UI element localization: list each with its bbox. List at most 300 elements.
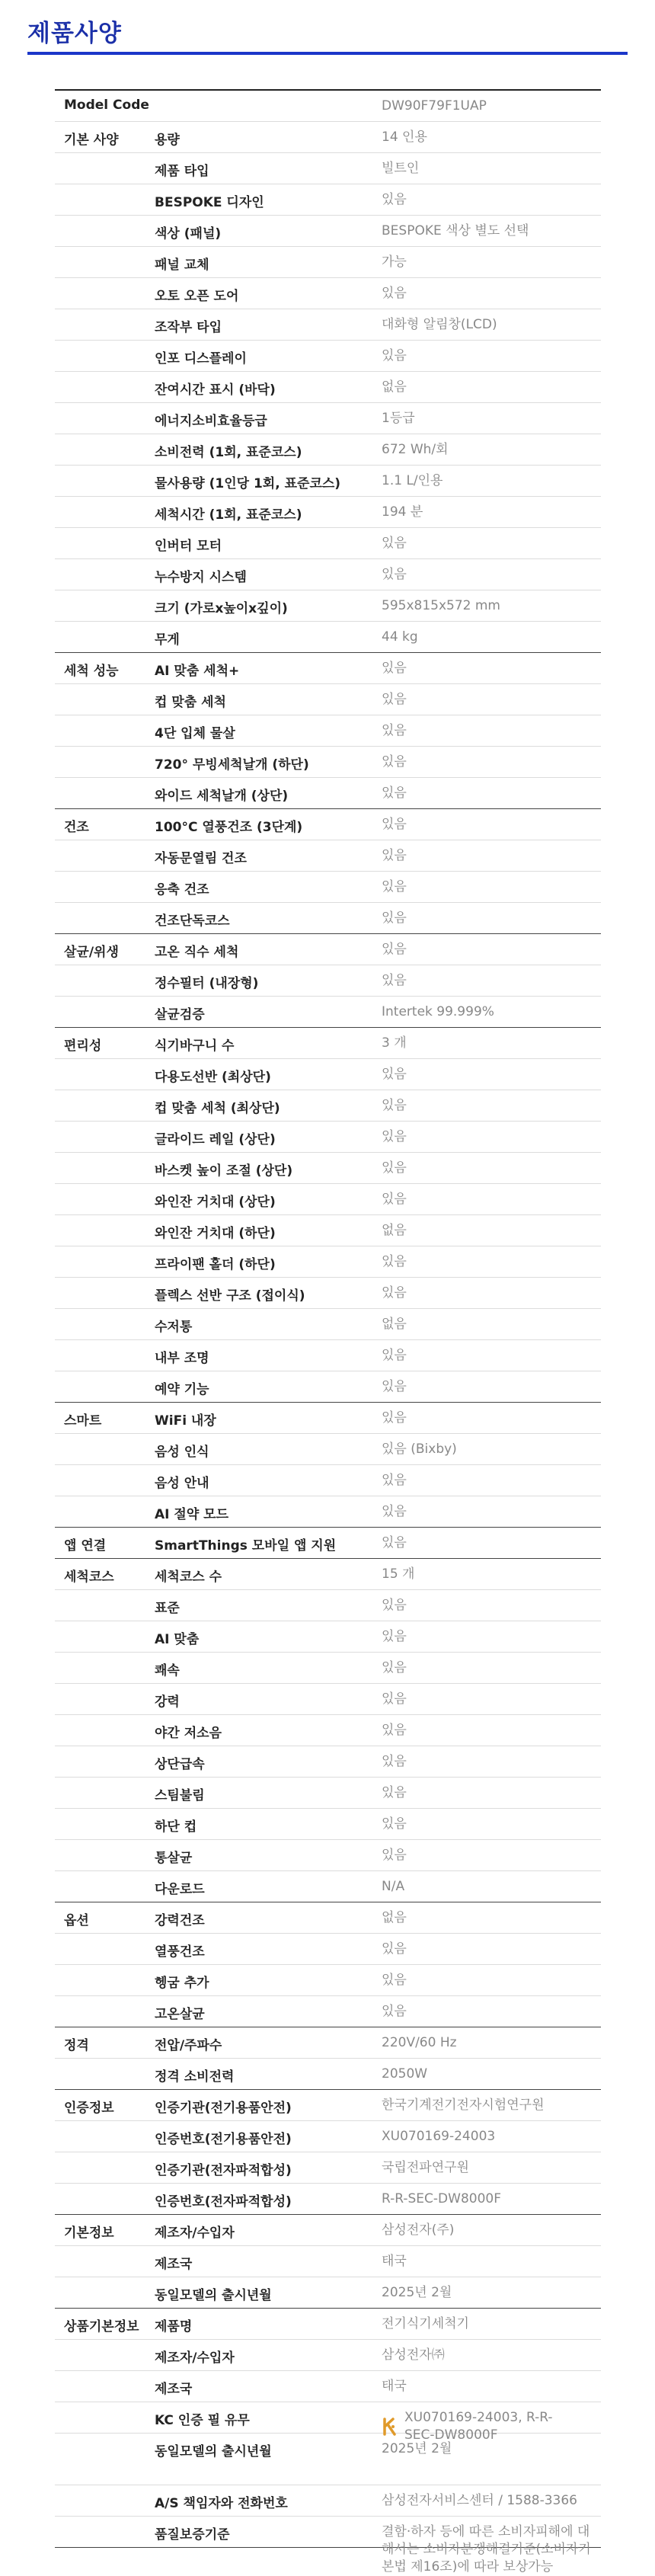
spec-category: [55, 747, 155, 777]
spec-category: [55, 2059, 155, 2089]
spec-value: 없음: [382, 1910, 407, 1925]
spec-row: [55, 434, 601, 466]
spec-row: [55, 559, 601, 590]
spec-category: 세척코스: [64, 1570, 114, 1585]
spec-label: 표준: [155, 1601, 180, 1616]
spec-value: 태국: [382, 2254, 407, 2269]
spec-category: [55, 1090, 155, 1121]
spec-row: [55, 1246, 601, 1278]
spec-category: 건조: [64, 820, 89, 835]
spec-category: [55, 965, 155, 996]
spec-label: SmartThings 모바일 앱 지원: [155, 1538, 337, 1554]
spec-row: [55, 2517, 601, 2574]
spec-category: [55, 341, 155, 371]
spec-row: [55, 1153, 601, 1184]
spec-row: [55, 715, 601, 747]
spec-value: 삼성전자서비스센터 / 1588-3366: [382, 2493, 577, 2508]
spec-row: [55, 1684, 601, 1715]
spec-row: [55, 2485, 601, 2517]
spec-value: 있음: [382, 1473, 407, 1488]
spec-label: 컵 맞춤 세척 (최상단): [155, 1101, 280, 1116]
spec-value: 있음: [382, 1848, 407, 1863]
spec-label: 4단 입체 물살: [155, 726, 235, 741]
spec-row: [55, 2215, 601, 2246]
spec-row: [55, 1653, 601, 1684]
spec-row: [55, 997, 601, 1028]
spec-category: 기본 사양: [64, 133, 119, 148]
spec-label: 헹굼 추가: [155, 1976, 209, 1991]
spec-row: [55, 2121, 601, 2152]
spec-value: 있음: [382, 192, 407, 207]
spec-label: 통살균: [155, 1851, 193, 1866]
spec-category: [55, 1465, 155, 1496]
spec-label: 제조국: [155, 2257, 193, 2272]
spec-value: 있음: [382, 1629, 407, 1644]
spec-label: 인증기관(전기용품안전): [155, 2101, 292, 2116]
spec-row: [55, 1934, 601, 1965]
spec-row: [55, 1528, 601, 1559]
spec-category: [55, 1496, 155, 1527]
spec-table: [55, 89, 601, 2574]
spec-value: 삼성전자㈜: [382, 2347, 445, 2363]
spec-label: 세척코스 수: [155, 1570, 222, 1585]
spec-value: N/A: [382, 1879, 405, 1894]
spec-label: 인증기관(전자파적합성): [155, 2163, 292, 2178]
spec-value: 있음: [382, 1785, 407, 1800]
spec-category: [55, 622, 155, 652]
spec-label: 와인잔 거치대 (하단): [155, 1226, 276, 1241]
spec-label: 제조국: [155, 2382, 193, 2397]
spec-category: [55, 1840, 155, 1870]
spec-category: [55, 1215, 155, 1246]
spec-value: 있음: [382, 1410, 407, 1426]
spec-value: 2025년 2월: [382, 2441, 452, 2456]
spec-category: [55, 715, 155, 746]
spec-category: [55, 372, 155, 402]
spec-category: 앱 연결: [64, 1538, 107, 1554]
spec-category: 편리성: [64, 1038, 102, 1054]
spec-category: 기본정보: [64, 2226, 114, 2241]
spec-value: 194 분: [382, 504, 423, 520]
spec-row: [55, 1496, 601, 1528]
spec-row: [55, 1621, 601, 1653]
spec-label: 무게: [155, 632, 180, 648]
spec-value: 있음: [382, 536, 407, 551]
spec-label: 에너지소비효율등급: [155, 414, 267, 429]
spec-category: [55, 2485, 155, 2516]
spec-row: [55, 1996, 601, 2027]
spec-category: [55, 872, 155, 902]
spec-row: [55, 1778, 601, 1809]
spec-row: [55, 2434, 601, 2485]
spec-label: AI 절약 모드: [155, 1507, 229, 1522]
spec-label: 잔여시간 표시 (바닥): [155, 382, 276, 398]
spec-value: [382, 2402, 601, 2443]
spec-label: BESPOKE 디자인: [155, 195, 264, 210]
spec-value: 2050W: [382, 2066, 428, 2082]
spec-category: [55, 1746, 155, 1777]
spec-row: [55, 965, 601, 997]
spec-label: 세척시간 (1회, 표준코스): [155, 507, 302, 523]
spec-label: 살균검증: [155, 1007, 205, 1022]
spec-row: [55, 1715, 601, 1746]
spec-label: 전압/주파수: [155, 2038, 222, 2053]
spec-category: [55, 1778, 155, 1808]
spec-category: [55, 684, 155, 715]
spec-row: [55, 2371, 601, 2402]
spec-value: 있음: [382, 879, 407, 894]
spec-category: [55, 497, 155, 527]
spec-label: 다용도선반 (최상단): [155, 1070, 271, 1085]
spec-row: [55, 2309, 601, 2340]
spec-label: 제품명: [155, 2319, 193, 2334]
spec-value: 15 개: [382, 1566, 415, 1582]
spec-row: [55, 1184, 601, 1215]
spec-label: 자동문열림 건조: [155, 851, 247, 866]
spec-value: 있음: [382, 817, 407, 832]
spec-category: [55, 2434, 155, 2485]
spec-row: [55, 747, 601, 778]
spec-label: 컵 맞춤 세척: [155, 695, 226, 710]
spec-label: 인포 디스플레이: [155, 351, 247, 366]
spec-value: 595x815x572 mm: [382, 598, 500, 613]
spec-row: [55, 2152, 601, 2184]
spec-value: 있음: [382, 910, 407, 926]
spec-label: 동일모델의 출시년월: [155, 2288, 272, 2303]
spec-category: [55, 1809, 155, 1839]
spec-label: 글라이드 레일 (상단): [155, 1132, 276, 1147]
spec-label: 다운로드: [155, 1882, 205, 1897]
spec-value: 있음: [382, 1160, 407, 1176]
spec-category: [55, 1871, 155, 1902]
spec-value: BESPOKE 색상 별도 선택: [382, 223, 529, 238]
spec-value: 한국기계전기전자시험연구원: [382, 2098, 545, 2113]
spec-category: [55, 216, 155, 246]
spec-value: 있음: [382, 848, 407, 863]
spec-category: [55, 1059, 155, 1090]
spec-row: [55, 497, 601, 528]
spec-value: 있음: [382, 1192, 407, 1207]
spec-category: [55, 466, 155, 496]
spec-category: [55, 559, 155, 590]
spec-label: 바스켓 높이 조절 (상단): [155, 1163, 293, 1179]
spec-value: 있음: [382, 1941, 407, 1957]
spec-category: [55, 1621, 155, 1652]
spec-value: 3 개: [382, 1035, 407, 1051]
spec-label: AI 맞춤: [155, 1632, 200, 1647]
spec-category: [55, 1278, 155, 1308]
spec-value: 있음: [382, 786, 407, 801]
spec-category: [55, 2152, 155, 2183]
spec-value: 대화형 알림창(LCD): [382, 317, 497, 332]
spec-category: [55, 1371, 155, 1402]
spec-label: 야간 저소음: [155, 1726, 222, 1741]
spec-category: [55, 1965, 155, 1995]
spec-category: [55, 778, 155, 808]
spec-label: 플렉스 선반 구조 (접이식): [155, 1288, 305, 1304]
spec-value: 있음: [382, 1098, 407, 1113]
spec-row: [55, 1871, 601, 1902]
spec-row: [55, 2402, 601, 2443]
spec-category: [55, 2402, 155, 2433]
spec-category: [55, 309, 155, 340]
spec-label: 100°C 열풍건조 (3단계): [155, 820, 303, 835]
spec-label: 제조자/수입자: [155, 2350, 235, 2366]
spec-category: [55, 2246, 155, 2277]
spec-row: [55, 1090, 601, 1122]
spec-label: 스팀불림: [155, 1788, 205, 1803]
spec-category: [55, 1934, 155, 1964]
spec-row: [55, 1840, 601, 1871]
spec-label: 음성 안내: [155, 1476, 209, 1491]
spec-category: [55, 2371, 155, 2402]
spec-label: 오토 오픈 도어: [155, 289, 239, 304]
spec-value: 있음: [382, 692, 407, 707]
spec-value: 220V/60 Hz: [382, 2035, 457, 2050]
spec-category: [55, 1309, 155, 1339]
spec-value: 있음: [382, 1067, 407, 1082]
spec-value: 있음: [382, 567, 407, 582]
spec-row: [55, 1590, 601, 1621]
spec-label: 강력: [155, 1694, 180, 1710]
spec-row: [55, 1059, 601, 1090]
spec-value: 있음: [382, 286, 407, 301]
spec-row: [55, 872, 601, 903]
spec-category: [55, 2517, 155, 2547]
spec-category: [55, 1715, 155, 1746]
spec-label: 수저통: [155, 1320, 193, 1335]
spec-category: 살균/위생: [64, 945, 119, 960]
spec-label: 식기바구니 수: [155, 1038, 235, 1054]
spec-row: [55, 778, 601, 809]
spec-category: [55, 1684, 155, 1714]
spec-row: [55, 1746, 601, 1778]
spec-value: R-R-SEC-DW8000F: [382, 2191, 501, 2206]
spec-row: [55, 1403, 601, 1434]
spec-value: 있음: [382, 1129, 407, 1144]
spec-row: [55, 2246, 601, 2277]
spec-category: [55, 590, 155, 621]
spec-label: KC 인증 필 유무: [155, 2413, 250, 2428]
spec-row: [55, 466, 601, 497]
spec-row: [55, 2184, 601, 2215]
spec-row: [55, 184, 601, 216]
spec-category: [55, 1246, 155, 1277]
spec-label: 인증번호(전자파적합성): [155, 2194, 292, 2210]
spec-label: 크기 (가로x높이x깊이): [155, 601, 288, 616]
spec-label: 건조단독코스: [155, 914, 230, 929]
spec-row: [55, 91, 601, 122]
spec-value: 있음: [382, 661, 407, 676]
spec-label: 물사용량 (1인당 1회, 표준코스): [155, 476, 341, 491]
spec-value: 빌트인: [382, 161, 420, 176]
spec-label: 제품 타입: [155, 164, 209, 179]
spec-category: 상품기본정보: [64, 2319, 139, 2334]
spec-category: [55, 184, 155, 215]
spec-value: 있음: [382, 1660, 407, 1675]
spec-category: [55, 1434, 155, 1464]
kc-cert-text: XU070169-24003, R-R-SEC-DW8000F: [404, 2410, 553, 2443]
spec-category: 스마트: [64, 1413, 102, 1429]
spec-label: 고온 직수 세척: [155, 945, 239, 960]
spec-category: [55, 2340, 155, 2370]
spec-value: 결함·하자 등에 따른 소비자피해에 대해서는 소비자분쟁해결기준(소비자기본법 제16조)에 따라 보상가능: [382, 2524, 591, 2574]
spec-row: [55, 1902, 601, 1934]
spec-category: 세척 성능: [64, 664, 119, 679]
spec-row: [55, 809, 601, 840]
spec-label: 누수방지 시스템: [155, 570, 247, 585]
spec-category: [55, 1996, 155, 2027]
spec-value: 있음: [382, 348, 407, 363]
spec-value: Intertek 99.999%: [382, 1004, 494, 1019]
spec-value: 2025년 2월: [382, 2285, 452, 2300]
spec-label: 720° 무빙세척날개 (하단): [155, 757, 309, 773]
spec-category: [55, 2121, 155, 2152]
spec-row: [55, 403, 601, 434]
spec-label: 제조자/수입자: [155, 2226, 235, 2241]
spec-label: 예약 기능: [155, 1382, 209, 1397]
spec-value: 국립전파연구원: [382, 2160, 469, 2175]
spec-row: [55, 1028, 601, 1059]
spec-category: [55, 1590, 155, 1621]
spec-category: [55, 1122, 155, 1152]
spec-row: [55, 2340, 601, 2371]
spec-row: [55, 2277, 601, 2309]
spec-row: [55, 278, 601, 309]
spec-value: 있음: [382, 1691, 407, 1707]
spec-row: [55, 1465, 601, 1496]
spec-row: [55, 2090, 601, 2121]
spec-row: [55, 934, 601, 965]
spec-value: 있음: [382, 1535, 407, 1550]
spec-value: 있음: [382, 1723, 407, 1738]
spec-label: 패널 교체: [155, 258, 209, 273]
spec-category: [55, 1340, 155, 1371]
spec-value: 있음: [382, 942, 407, 957]
spec-label: 프라이팬 홀더 (하단): [155, 1257, 276, 1272]
section-header: [27, 17, 628, 55]
spec-category: [55, 2184, 155, 2214]
spec-label: 와인잔 거치대 (상단): [155, 1195, 276, 1210]
spec-category: [55, 2277, 155, 2308]
spec-category: [55, 528, 155, 558]
page-title: 제품사양: [27, 20, 122, 47]
spec-category: 정격: [64, 2038, 89, 2053]
spec-label: 고온살균: [155, 2007, 205, 2022]
spec-row: [55, 1122, 601, 1153]
spec-row: [55, 1559, 601, 1590]
spec-value: 14 인용: [382, 130, 427, 145]
spec-row: [55, 590, 601, 622]
spec-value: 있음: [382, 1973, 407, 1988]
spec-label: WiFi 내장: [155, 1413, 216, 1429]
spec-label: 정격 소비전력: [155, 2069, 235, 2085]
spec-row: [55, 341, 601, 372]
spec-value: 있음: [382, 754, 407, 770]
spec-value: 삼성전자(주): [382, 2222, 455, 2238]
spec-value: 있음: [382, 1754, 407, 1769]
spec-value: 태국: [382, 2379, 407, 2394]
spec-row: [55, 372, 601, 403]
spec-value: 있음: [382, 1504, 407, 1519]
spec-row: [55, 1371, 601, 1403]
spec-category: [55, 278, 155, 309]
spec-category: [55, 247, 155, 277]
spec-label: 정수필터 (내장형): [155, 976, 259, 991]
spec-value: 없음: [382, 1317, 407, 1332]
spec-label: 음성 인식: [155, 1445, 209, 1460]
spec-value: 없음: [382, 1223, 407, 1238]
spec-value: 672 Wh/회: [382, 442, 449, 457]
spec-row: [55, 1809, 601, 1840]
spec-category: Model Code: [64, 98, 149, 113]
spec-value: 있음: [382, 1285, 407, 1301]
spec-row: [55, 2059, 601, 2090]
spec-row: [55, 247, 601, 278]
spec-category: [55, 434, 155, 465]
spec-category: [55, 840, 155, 871]
spec-row: [55, 153, 601, 184]
spec-row: [55, 2027, 601, 2059]
spec-label: 상단급속: [155, 1757, 205, 1772]
spec-row: [55, 122, 601, 153]
spec-value: 있음: [382, 1816, 407, 1832]
spec-row: [55, 622, 601, 653]
spec-value: 있음: [382, 1598, 407, 1613]
spec-label: 소비전력 (1회, 표준코스): [155, 445, 302, 460]
spec-category: [55, 153, 155, 184]
spec-value: 있음 (Bixby): [382, 1442, 457, 1457]
spec-value: 있음: [382, 723, 407, 738]
spec-category: [55, 997, 155, 1027]
spec-value: XU070169-24003: [382, 2129, 496, 2144]
spec-label: 내부 조명: [155, 1351, 209, 1366]
spec-label: 색상 (패널): [155, 226, 222, 242]
spec-category: [55, 403, 155, 434]
spec-value: 가능: [382, 254, 407, 270]
spec-value: 전기식기세척기: [382, 2316, 469, 2331]
spec-label: 쾌속: [155, 1663, 180, 1678]
spec-category: [55, 1653, 155, 1683]
spec-label: A/S 책임자와 전화번호: [155, 2496, 288, 2511]
spec-label: 강력건조: [155, 1913, 205, 1928]
spec-row: [55, 903, 601, 934]
spec-category: [55, 1184, 155, 1214]
title-underline: [27, 52, 628, 55]
spec-value: 있음: [382, 1348, 407, 1363]
spec-value: 있음: [382, 1379, 407, 1394]
spec-row: [55, 1215, 601, 1246]
spec-label: 용량: [155, 133, 180, 148]
spec-row: [55, 1278, 601, 1309]
spec-category: 인증정보: [64, 2101, 114, 2116]
spec-label: [155, 91, 382, 121]
spec-row: [55, 528, 601, 559]
spec-value: 1등급: [382, 411, 415, 426]
spec-row: [55, 1340, 601, 1371]
spec-category: [55, 903, 155, 933]
spec-category: [55, 1153, 155, 1183]
spec-label: 하단 컵: [155, 1819, 197, 1835]
spec-label: AI 맞춤 세척+: [155, 664, 240, 679]
spec-category: 옵션: [64, 1913, 89, 1928]
spec-label: 응축 건조: [155, 882, 209, 898]
spec-value: 있음: [382, 1254, 407, 1269]
spec-value: 있음: [382, 2004, 407, 2019]
spec-row: [55, 1434, 601, 1465]
spec-row: [55, 684, 601, 715]
spec-row: [55, 1965, 601, 1996]
